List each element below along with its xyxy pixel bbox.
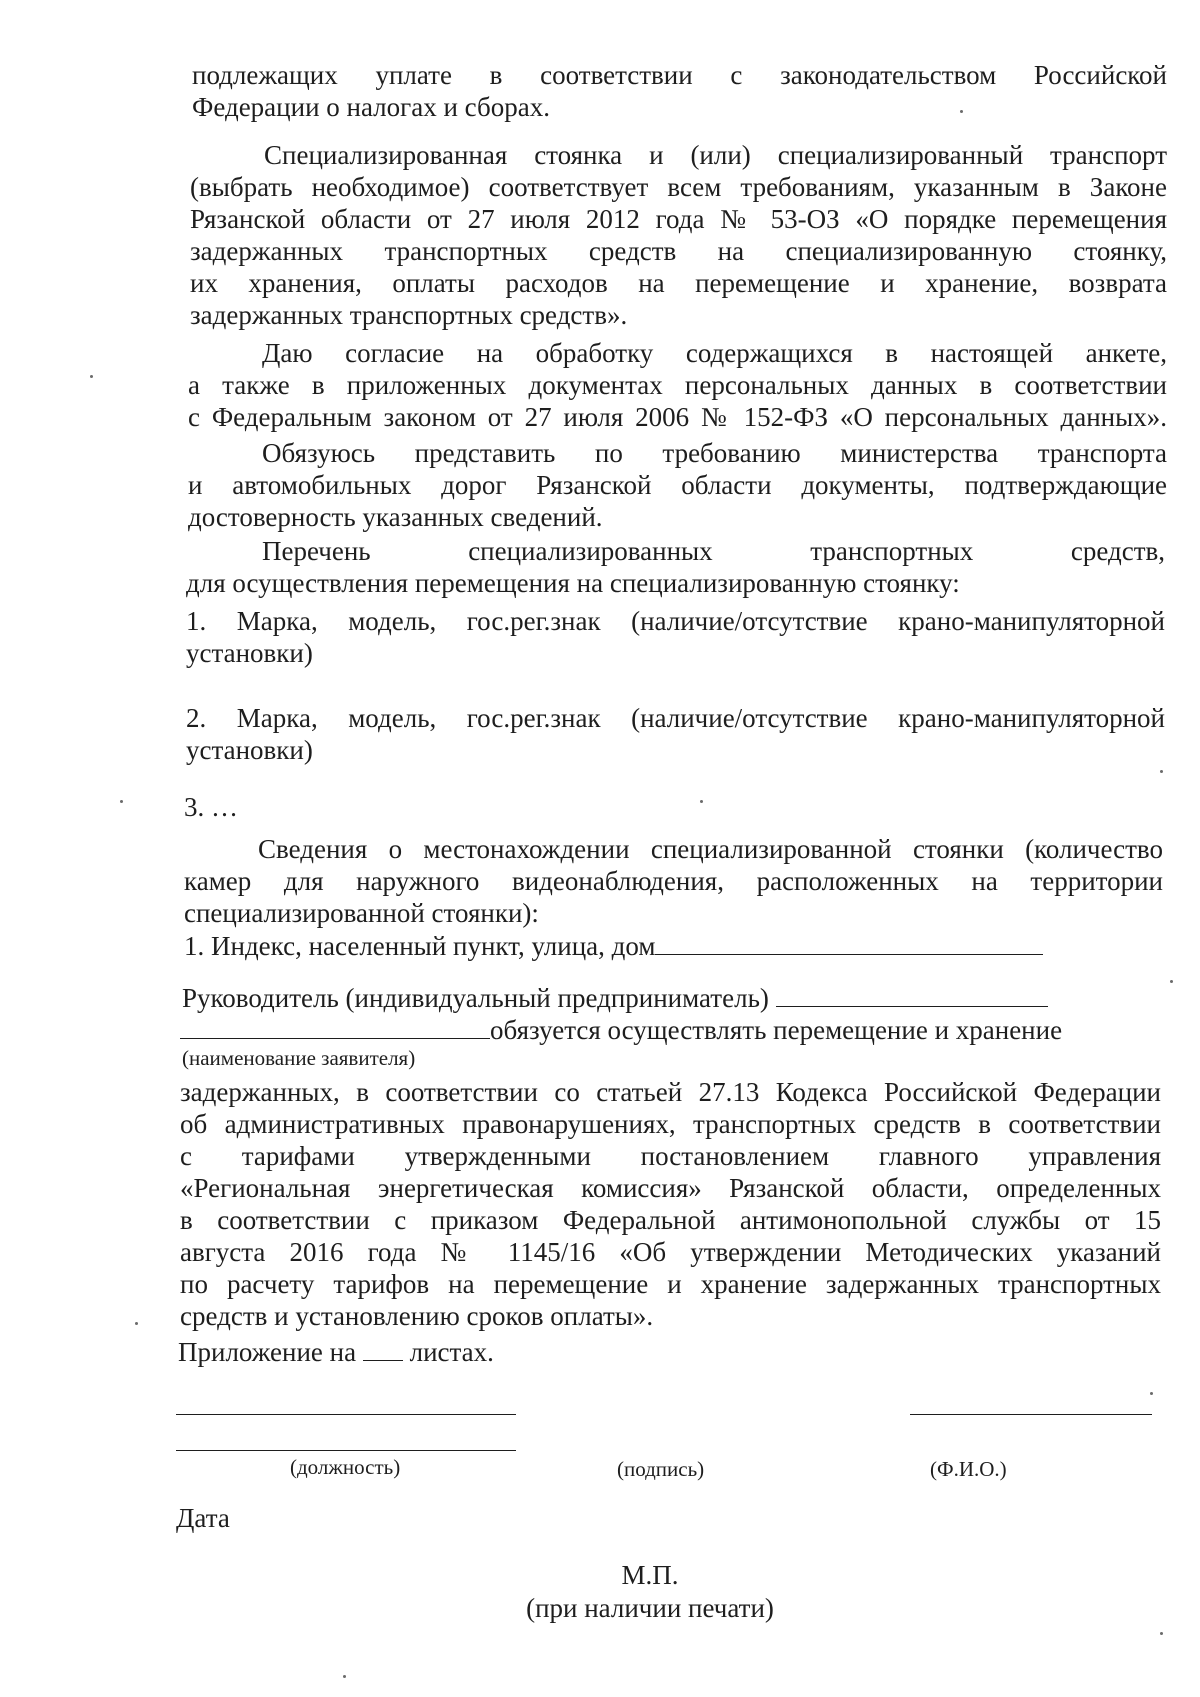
scan-speck <box>120 800 123 803</box>
position-line-1 <box>176 1414 516 1415</box>
paragraph-3-line-1: Даю согласие на обработку содержащихся в настоящей анкете, <box>262 338 1167 368</box>
paragraph-3-line-3: с Федеральным законом от 27 июля 2006 № 152-ФЗ «О персональных данных». <box>188 402 1167 432</box>
paragraph-2-line-6: задержанных транспортных средств». <box>190 300 628 330</box>
stamp-label: М.П. <box>621 1560 679 1590</box>
paragraph-6-line-3: специализированной стоянки): <box>184 898 539 928</box>
applicant-fill-line <box>180 1014 490 1039</box>
paragraph-3-line-2: а также в приложенных документах персональных данных в соответствии <box>188 370 1167 400</box>
paragraph-7-line-3: с тарифами утвержденными постановлением главного управления <box>180 1141 1161 1171</box>
scan-speck <box>1160 770 1163 773</box>
vehicle-item-1-line-1: 1. Марка, модель, гос.рег.знак (наличие/отсутствие крано-манипуляторной <box>186 606 1165 636</box>
scan-speck <box>135 1322 138 1325</box>
head-line-label: Руководитель (индивидуальный предприниматель) <box>182 983 769 1013</box>
address-item-label: 1. Индекс, населенный пункт, улица, дом <box>184 931 656 961</box>
paragraph-5-line-2: для осуществления перемещения на специализированную стоянку: <box>186 568 960 598</box>
paragraph-7-line-2: об административных правонарушениях, транспортных средств в соответствии <box>180 1109 1161 1139</box>
vehicle-item-1-line-2: установки) <box>186 638 313 668</box>
paragraph-4-line-1: Обязуюсь представить по требованию министерства транспорта <box>262 438 1167 468</box>
paragraph-4-line-2: и автомобильных дорог Рязанской области документы, подтверждающие <box>188 470 1167 500</box>
position-line-2 <box>176 1450 516 1451</box>
paragraph-5-line-1: Перечень специализированных транспортных средств, <box>262 536 1165 566</box>
paragraph-1-line-2: Федерации о налогах и сборах. <box>192 92 550 122</box>
head-line <box>182 982 1082 1014</box>
name-line <box>910 1414 1152 1415</box>
scan-speck <box>90 375 93 378</box>
attachment-line <box>178 1336 494 1368</box>
scan-speck <box>700 800 703 803</box>
paragraph-7-line-7: по расчету тарифов на перемещение и хранение задержанных транспортных <box>180 1269 1161 1299</box>
position-caption: (должность) <box>290 1455 401 1479</box>
paragraph-6-line-2: камер для наружного видеонаблюдения, расположенных на территории <box>184 866 1163 896</box>
scan-speck <box>1170 980 1173 983</box>
vehicle-item-2-line-2: установки) <box>186 735 313 765</box>
attachment-unit: листах. <box>409 1337 494 1367</box>
vehicle-item-2-line-1: 2. Марка, модель, гос.рег.знак (наличие/отсутствие крано-манипуляторной <box>186 703 1165 733</box>
attachment-count-line <box>363 1336 403 1361</box>
paragraph-2-line-3: Рязанской области от 27 июля 2012 года № 53-ОЗ «О порядке перемещения <box>190 204 1167 234</box>
paragraph-2-line-1: Специализированная стоянка и (или) специализированный транспорт <box>264 140 1167 170</box>
scan-speck <box>1160 1632 1163 1635</box>
stamp-note: (при наличии печати) <box>526 1593 774 1623</box>
paragraph-2-line-4: задержанных транспортных средств на специализированную стоянку, <box>190 236 1167 266</box>
address-fill-line <box>655 930 1043 955</box>
attachment-label: Приложение на <box>178 1337 357 1367</box>
date-label: Дата <box>176 1503 230 1533</box>
signature-caption: (подпись) <box>617 1457 705 1481</box>
name-caption: (Ф.И.О.) <box>930 1457 1007 1481</box>
scan-speck <box>1150 1392 1153 1395</box>
paragraph-7-line-6: августа 2016 года № 1145/16 «Об утверждении Методических указаний <box>180 1237 1161 1267</box>
paragraph-6-line-1: Сведения о местонахождении специализированной стоянки (количество <box>258 834 1163 864</box>
scan-speck <box>343 1675 346 1678</box>
paragraph-7-line-1: задержанных, в соответствии со статьей 27.13 Кодекса Российской Федерации <box>180 1077 1161 1107</box>
paragraph-7-line-8: средств и установлению сроков оплаты». <box>180 1301 654 1331</box>
head-fill-line <box>776 982 1048 1007</box>
scan-speck <box>960 110 963 113</box>
address-item <box>184 930 1084 962</box>
paragraph-2-line-2: (выбрать необходимое) соответствует всем требованиям, указанным в Законе <box>190 172 1167 202</box>
paragraph-7-line-5: в соответствии с приказом Федеральной антимонопольной службы от 15 <box>180 1205 1161 1235</box>
paragraph-1-line-1: подлежащих уплате в соответствии с законодательством Российской <box>192 60 1167 90</box>
obligation-line <box>180 1014 1160 1046</box>
applicant-caption: (наименование заявителя) <box>182 1046 416 1070</box>
paragraph-7-line-4: «Региональная энергетическая комиссия» Рязанской области, определенных <box>180 1173 1161 1203</box>
vehicle-item-3: 3. … <box>184 792 238 822</box>
paragraph-2-line-5: их хранения, оплаты расходов на перемещение и хранение, возврата <box>190 268 1167 298</box>
obligation-text: обязуется осуществлять перемещение и хранение <box>490 1015 1063 1045</box>
paragraph-4-line-3: достоверность указанных сведений. <box>188 502 603 532</box>
